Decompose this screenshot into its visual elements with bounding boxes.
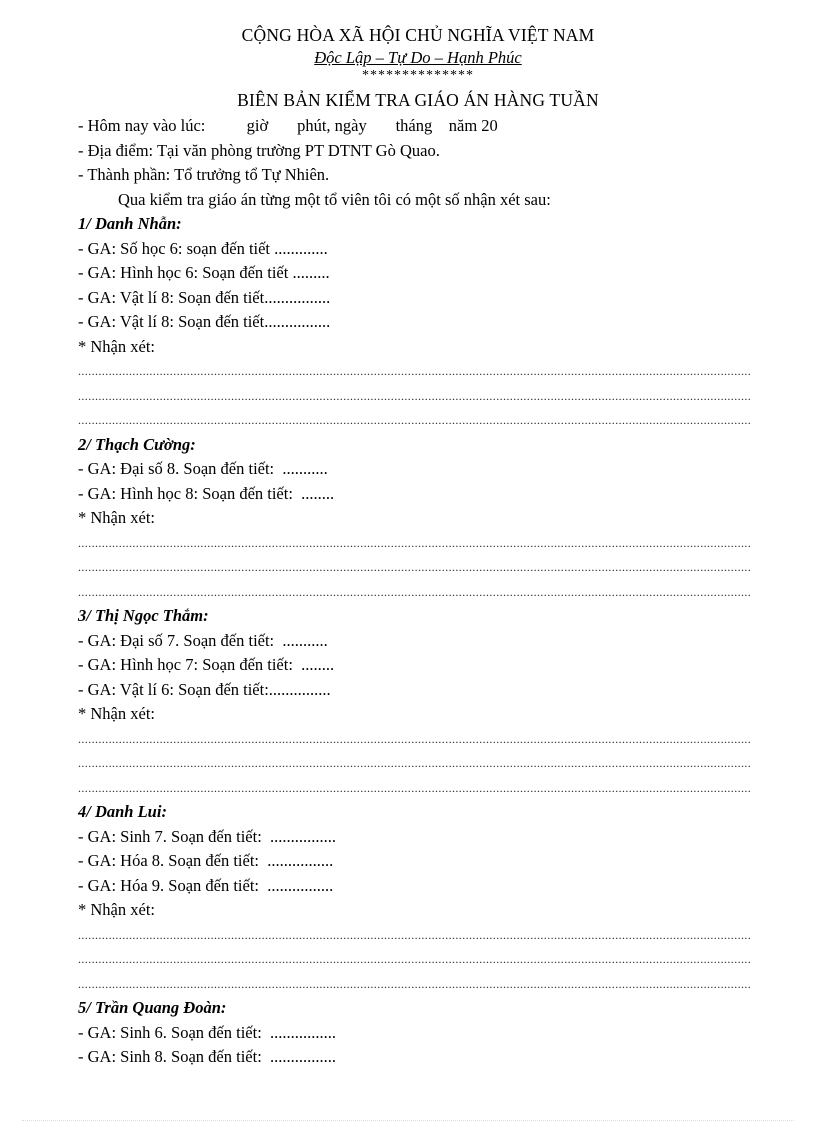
- comment-dotted-line: ......................................................................................................................................................................................................: [78, 413, 752, 427]
- info-time: - Hôm nay vào lúc: giờ phút, ngày tháng năm 20: [78, 116, 498, 135]
- page-bottom-divider: [22, 1120, 794, 1121]
- lesson-plan-line: - GA: Hình học 8: Soạn đến tiết: ........: [78, 483, 335, 503]
- section-title: 3/ Thị Ngọc Thắm:: [78, 606, 209, 625]
- comment-label: * Nhận xét:: [78, 336, 155, 356]
- lesson-plan-line: - GA: Vật lí 8: Soạn đến tiết................: [78, 312, 331, 331]
- national-name: CỘNG HÒA XÃ HỘI CHỦ NGHĨA VIỆT NAM: [241, 25, 595, 45]
- comment-label: * Nhận xét:: [78, 508, 155, 527]
- lesson-plan-line: - GA: Đại số 7. Soạn đến tiết: ...........: [78, 630, 328, 650]
- info-place: - Địa điểm: Tại văn phòng trường PT DTNT Gò Quao.: [78, 140, 440, 160]
- lesson-plan-line: - GA: Vật lí 8: Soạn đến tiết................: [78, 287, 331, 307]
- teacher-section-1: [78, 212, 758, 433]
- lesson-plan-line: - GA: Sinh 8. Soạn đến tiết: ................: [78, 1047, 337, 1066]
- teacher-section-2: [78, 433, 758, 605]
- lesson-plan-line: - GA: Đại số 8. Soạn đến tiết: ...........: [78, 459, 328, 478]
- lesson-plan-line: - GA: Sinh 6. Soạn đến tiết: ................: [78, 1022, 337, 1042]
- lesson-plan-line: - GA: Số học 6: soạn đến tiết .............: [78, 238, 328, 258]
- comment-label: * Nhận xét:: [78, 900, 155, 919]
- comment-dotted-line: ......................................................................................................................................................................................................: [78, 560, 752, 574]
- comment-dotted-line: ......................................................................................................................................................................................................: [78, 364, 752, 378]
- section-title: 1/ Danh Nhẫn:: [78, 214, 182, 233]
- document-page: [78, 22, 758, 1070]
- section-title: 5/ Trần Quang Đoàn:: [78, 998, 227, 1017]
- comment-dotted-line: ......................................................................................................................................................................................................: [78, 976, 752, 991]
- info-intro: Qua kiểm tra giáo án từng một tổ viên tôi có một số nhận xét sau:: [118, 189, 551, 209]
- lesson-plan-line: - GA: Sinh 7. Soạn đến tiết: ................: [78, 826, 337, 846]
- info-members: - Thành phần: Tổ trưởng tổ Tự Nhiên.: [78, 165, 330, 184]
- teacher-section-3: [78, 604, 758, 800]
- teacher-section-4: [78, 800, 758, 996]
- document-title: BIÊN BẢN KIỂM TRA GIÁO ÁN HÀNG TUẦN: [237, 90, 599, 110]
- teacher-section-5: [78, 996, 758, 1070]
- lesson-plan-line: - GA: Hình học 7: Soạn đến tiết: ........: [78, 655, 335, 674]
- lesson-plan-line: - GA: Hóa 9. Soạn đến tiết: ................: [78, 875, 334, 895]
- comment-dotted-line: ......................................................................................................................................................................................................: [78, 388, 752, 403]
- comment-dotted-line: ......................................................................................................................................................................................................: [78, 535, 752, 550]
- comment-dotted-line: ......................................................................................................................................................................................................: [78, 780, 752, 795]
- comment-dotted-line: ......................................................................................................................................................................................................: [78, 731, 752, 746]
- section-title: 2/ Thạch Cường:: [78, 434, 196, 454]
- comment-label: * Nhận xét:: [78, 704, 155, 723]
- comment-dotted-line: ......................................................................................................................................................................................................: [78, 952, 752, 966]
- comment-dotted-line: ......................................................................................................................................................................................................: [78, 756, 752, 770]
- comment-dotted-line: ......................................................................................................................................................................................................: [78, 927, 752, 942]
- section-title: 4/ Danh Lui:: [78, 802, 167, 821]
- national-motto: Độc Lập – Tự Do – Hạnh Phúc: [314, 48, 522, 67]
- comment-dotted-line: ......................................................................................................................................................................................................: [78, 584, 752, 599]
- lesson-plan-line: - GA: Vật lí 6: Soạn đến tiết:...............: [78, 679, 331, 699]
- star-divider: **************: [362, 68, 474, 83]
- lesson-plan-line: - GA: Hóa 8. Soạn đến tiết: ................: [78, 851, 334, 870]
- lesson-plan-line: - GA: Hình học 6: Soạn đến tiết .........: [78, 263, 330, 282]
